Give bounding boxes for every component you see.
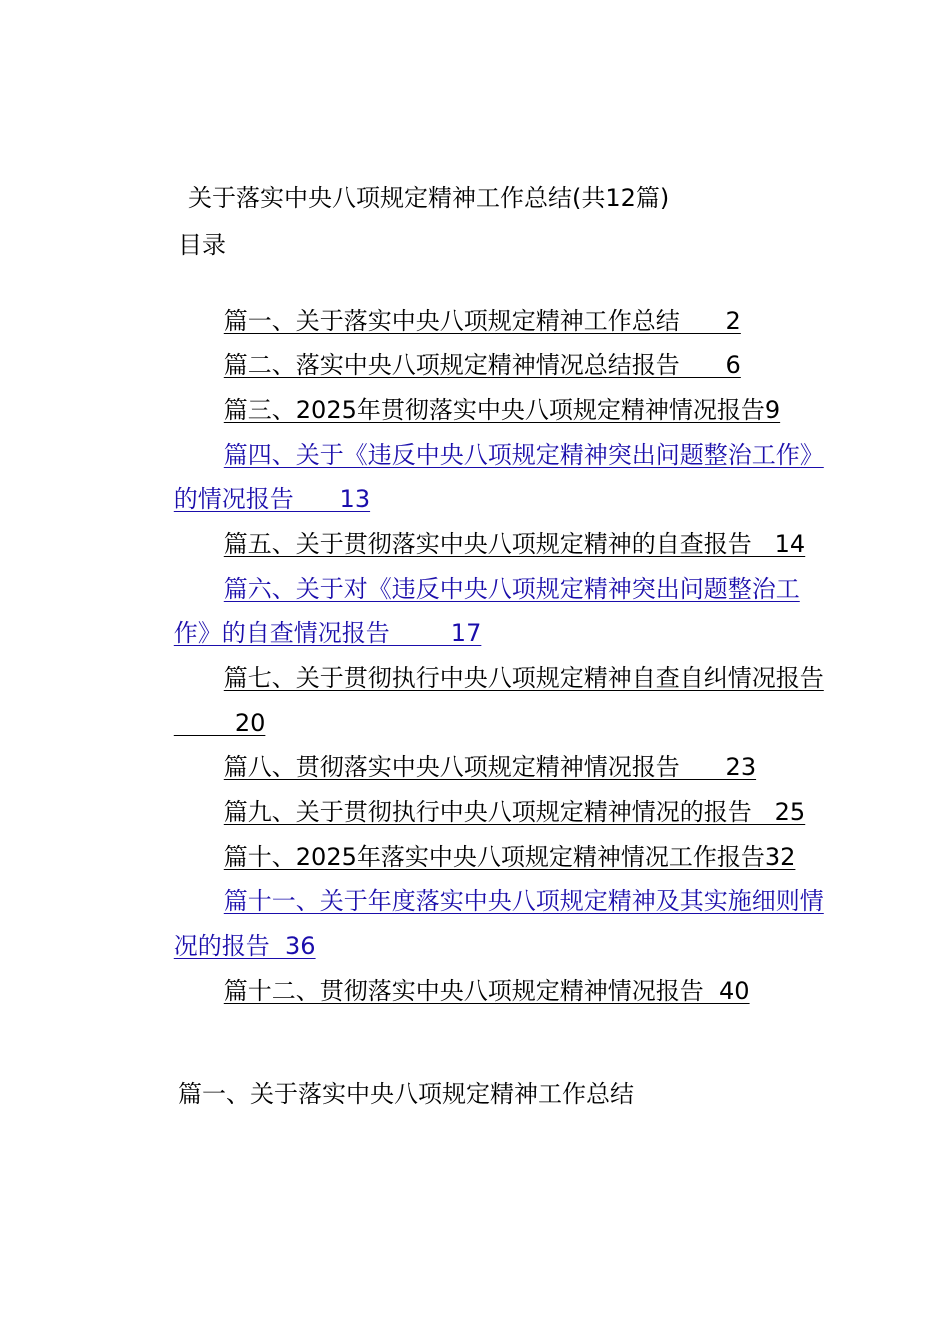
toc-entry-6-link-line1[interactable]: 篇六、关于对《违反中央八项规定精神突出问题整治工 (223, 575, 800, 603)
toc-entry-12-link[interactable]: 篇十二、贯彻落实中央八项规定精神情况报告 40 (223, 977, 750, 1005)
toc-entry-9-link[interactable]: 篇九、关于贯彻执行中央八项规定精神情况的报告 25 (223, 798, 806, 826)
toc-entry-10-link[interactable]: 篇十、2025年落实中央八项规定精神情况工作报告32 (223, 843, 796, 871)
toc-entry-7-link-line2[interactable]: 20 (173, 709, 266, 737)
toc-entry-4-link-line1[interactable]: 篇四、关于《违反中央八项规定精神突出问题整治工作》 (223, 441, 824, 469)
toc-entry-11-link-line1[interactable]: 篇十一、关于年度落实中央八项规定精神及其实施细则情 (223, 887, 824, 915)
toc-entry-8-link[interactable]: 篇八、贯彻落实中央八项规定精神情况报告 23 (223, 753, 757, 781)
toc-entry-3-link[interactable]: 篇三、2025年贯彻落实中央八项规定精神情况报告9 (223, 396, 781, 424)
toc-entry-6-link-line2[interactable]: 作》的自查情况报告 17 (173, 619, 482, 647)
toc-entry-11-link-line2[interactable]: 况的报告 36 (173, 932, 316, 960)
toc-entry-4-link-line2[interactable]: 的情况报告 13 (173, 485, 371, 513)
section-heading: 篇一、关于落实中央八项规定精神工作总结 (178, 1080, 634, 1108)
toc-entry-2-link[interactable]: 篇二、落实中央八项规定精神情况总结报告 6 (223, 351, 741, 379)
toc-entry-12 (178, 946, 750, 1036)
toc-entry-7 (178, 633, 824, 723)
toc-heading: 目录 (178, 231, 226, 259)
toc-entry-1-link[interactable]: 篇一、关于落实中央八项规定精神工作总结 2 (223, 307, 741, 335)
document-title: 关于落实中央八项规定精神工作总结(共12篇) (188, 184, 670, 212)
toc-entry-5-link[interactable]: 篇五、关于贯彻落实中央八项规定精神的自查报告 14 (223, 530, 806, 558)
toc-entry-7-link-line1[interactable]: 篇七、关于贯彻执行中央八项规定精神自查自纠情况报告 (223, 664, 824, 692)
